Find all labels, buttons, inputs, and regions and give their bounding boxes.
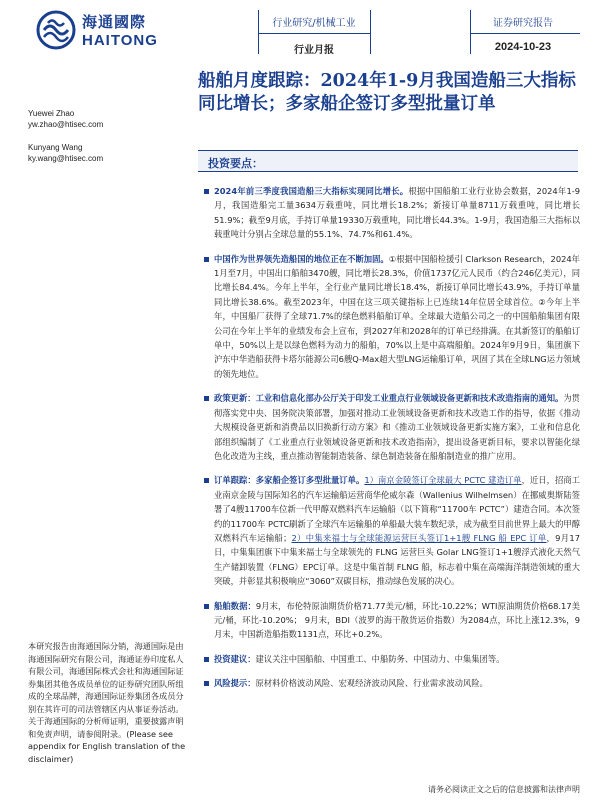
author-email[interactable]: yw.zhao@htisec.com	[28, 120, 104, 129]
paragraph-text: 根据中国船舶工业行业协会数据，2024年1-9月，我国造船完工量3634万载重吨，同比增长18.2%；新接订单量8711万载重吨，同比增长51.9%；截至9月底，手持订单量19330万载重吨，同比增长44.3%。1-9月，我国造船三大指标以载重吨计分别占全球总量的55.1%、74.7%和61.4%。	[214, 186, 581, 240]
paragraph-text: ，9月17日，中集集团旗下中集来福士与全球领先的 FLNG 运营巨头 Golar LNG签订1+1艘浮式液化天然气生产储卸装置（FLNG）EPC订单。这是中集首制 FLNG 船，标志着中集在高端海洋制造领域的重大突破，并彰显其积极响应“3060”双碳目标，推动绿色发展的决心。	[214, 532, 580, 587]
section-title: 投资要点：	[208, 157, 263, 170]
header-rule	[258, 33, 370, 34]
report-title: 船舶月度跟踪：2024年1-9月我国造船三大指标同比增长；多家船企签订多型批量订单	[198, 71, 576, 114]
report-date: 2024-10-23	[494, 41, 552, 53]
paragraph-lead: 投资建议：	[214, 653, 256, 664]
bullet-icon	[204, 681, 209, 686]
report-category: 行业研究/机械工业	[272, 18, 356, 29]
paragraph-text: 9月末，布伦特原油期货价格71.77美元/桶，环比-10.22%；WTI原油期货价格68.17美元/桶，环比-10.20%； 9月末，BDI（波罗的海干散货运价指数）为2084点，环比上涨12.3%，9月末，中国新造船指数1131点，环比+0.2%。	[214, 600, 580, 640]
order-highlight: 1）南京金陵签订全球最大 PCTC 建造订单	[364, 475, 522, 486]
header-category-block	[258, 14, 370, 56]
haitong-logo	[36, 8, 176, 54]
bullet-icon	[204, 189, 209, 194]
logo-cn-text: 海通國際	[82, 13, 147, 31]
body-paragraph	[204, 184, 580, 242]
paragraph-lead: 船舶数据：	[214, 600, 256, 611]
logo-en-text: HAITONG	[82, 32, 158, 49]
bullet-icon	[204, 478, 209, 483]
author-email[interactable]: ky.wang@htisec.com	[28, 154, 104, 163]
author-name: Kunyang Wang	[28, 143, 83, 152]
header-rule	[470, 33, 580, 34]
bullet-icon	[204, 657, 209, 662]
paragraph-text: ①根据中国船检援引 Clarkson Research，2024年1月至7月，中国出口船舶3470艘，同比增长28.3%，价值1737亿元人民币（约合246亿美元），同比增长84.4%。今年上半年，全行业产量同比增长18.4%，新接订单同比增长43.9%，手持订单量同比增长38.6%。截至2023年，中国在这三项关键指标上已连续14年位居全球首位。②今年上半年，中国船厂获得了全球71.7%的绿色燃料船舶订单。全球最大造船公司之一的中国船舶集团有限公司在今年上半年的业绩发布会上宣布，到2027年和2028年的订单已经排满。在其新签订的船舶订单中，50%以上是以绿色燃料为动力的船舶，70%以上是中高端船舶。2024年9月9日，集团旗下沪东中华造船获得卡塔尔能源公司6艘Q-Max超大型LNG运输船订单，巩固了其在全球LNG运力领域的领先地位。	[214, 253, 580, 379]
paragraph-text: 原材料价格波动风险、宏观经济波动风险、行业需求波动风险。	[255, 678, 488, 689]
body-paragraph	[204, 652, 580, 666]
paragraph-lead: 风险提示：	[214, 678, 256, 689]
body-paragraph	[204, 473, 580, 588]
report-series: 证券研究报告	[493, 18, 553, 29]
body-paragraph	[204, 676, 580, 690]
paragraph-text: ，近日，招商工业南京金陵与国际知名的汽车运输船运营商华伦威尔森（Wallenius Wilhelmsen）在挪威奥斯陆签署了4艘11700车位新一代甲醇双燃料汽车运输船（以下简称“11700车 PCTC”）建造合同。本次签约的11700车 PCTC刷新了全球汽车运输船的单船最大装车数纪录，成为截至目前世界上最大的甲醇双燃料汽车运输船；	[214, 475, 580, 543]
distribution-disclaimer: 本研究报告由海通国际分销，海通国际是由海通国际研究有限公司，海通证券印度私人有限公司，海通国际株式会社和海通国际证券集团其他各成员单位的证券研究团队所组成的全球品牌，海通国际证券集团各成员分别在其许可的司法管辖区内从事证券活动。关于海通国际的分析师证明，重要披露声明和免责声明，请参阅附录。(Please see appendix for English translation of the disclaimer)	[28, 641, 186, 764]
author-list	[28, 108, 188, 164]
footer-notice: 请务必阅读正文之后的信息披露和法律声明	[428, 785, 580, 794]
bullet-icon	[204, 396, 209, 401]
bullet-icon	[204, 604, 209, 609]
body-paragraph	[204, 252, 580, 382]
paragraph-lead: 中国作为世界领先造船国的地位正在不断加固。	[214, 253, 389, 264]
paragraph-text: 为贯彻落实党中央、国务院决策部署，加强对推动工业领域设备更新和技术改造工作的指导，依据《推动大规模设备更新和消费品以旧换新行动方案》和《推动工业领域设备更新实施方案》，工业和信息化部组织编制了《工业重点行业领域设备更新和技术改造指南》，提出设备更新目标，要求以智能化绿色化改造为主线，重点推动智能制造装备、绿色制造装备在船舶制造业的推广应用。	[214, 393, 580, 461]
report-header	[0, 0, 600, 62]
author-name: Yuewei Zhao	[28, 109, 75, 118]
section-header-bar	[198, 150, 578, 172]
haitong-logo-icon	[36, 10, 76, 50]
order-highlight: 2）中集来福士与全球能源运营巨头签订1+1艘 FLNG 船 EPC 订单	[291, 532, 547, 543]
header-divider	[370, 10, 371, 54]
body-paragraph	[204, 599, 580, 642]
body-paragraph	[204, 391, 580, 463]
paragraph-text: 建议关注中国船舶、中国重工、中船防务、中国动力、中集集团等。	[255, 653, 505, 664]
paragraph-lead: 订单跟踪：多家船企签订多型批量订单。	[214, 475, 365, 486]
report-body	[204, 184, 580, 701]
paragraph-lead: 2024年前三季度我国造船三大指标实现同比增长。	[214, 186, 409, 196]
report-type: 行业月报	[294, 45, 334, 56]
paragraph-lead: 政策更新：工业和信息化部办公厅关于印发工业重点行业领域设备更新和技术改造指南的通知。	[214, 393, 564, 404]
bullet-icon	[204, 257, 209, 262]
